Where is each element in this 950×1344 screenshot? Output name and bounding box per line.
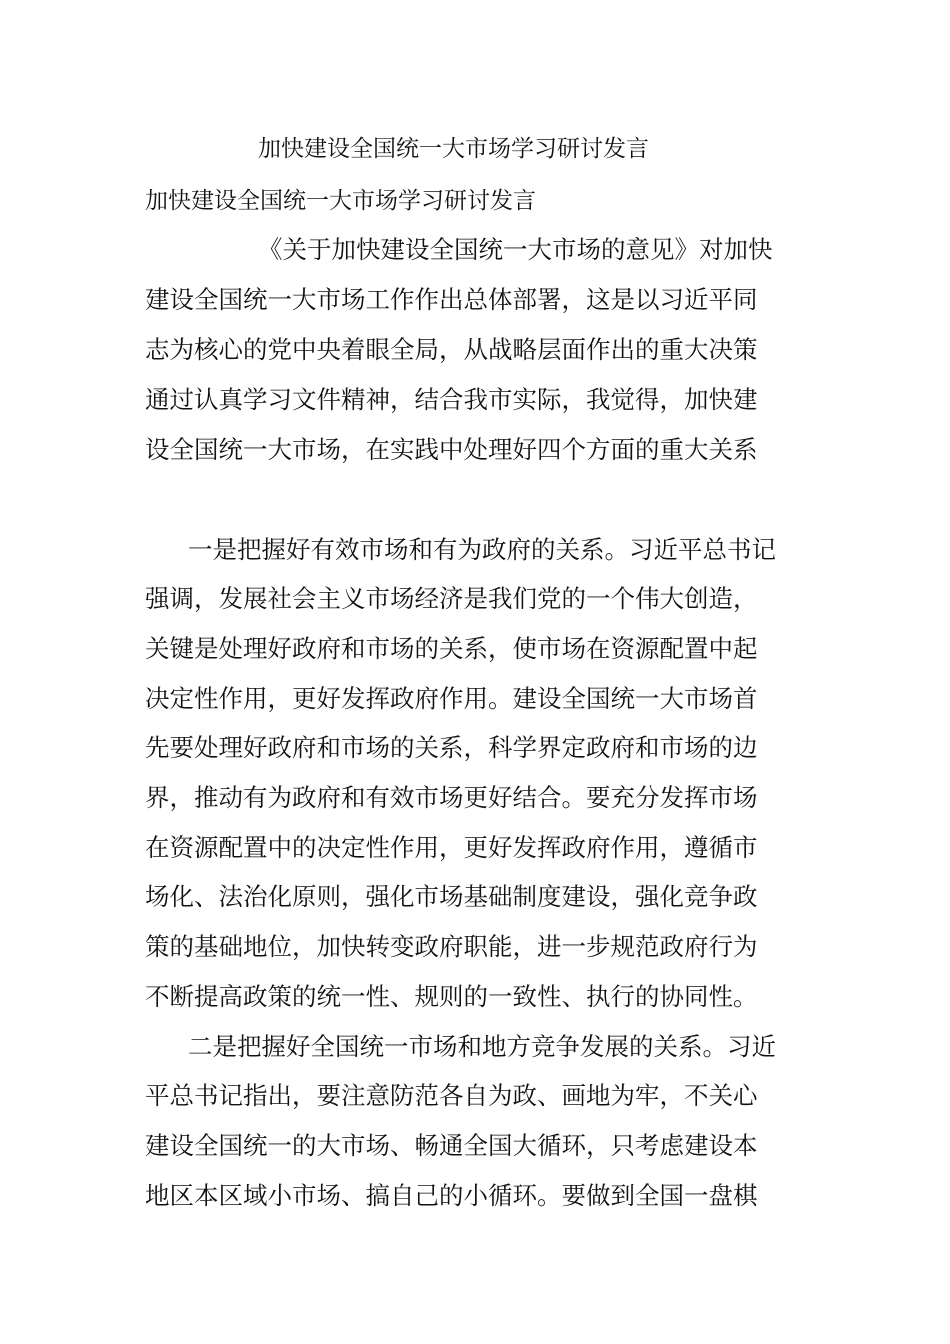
section1-line: 不断提高政策的统一性、规则的一致性、执行的协同性。: [145, 982, 758, 1011]
intro-line: 《关于加快建设全国统一大市场的意见》对加快: [258, 235, 773, 264]
document-title: 加快建设全国统一大市场学习研讨发言: [258, 136, 649, 162]
intro-line: 建设全国统一大市场工作作出总体部署，这是以习近平同: [145, 285, 758, 314]
document-subtitle: 加快建设全国统一大市场学习研讨发言: [145, 188, 536, 214]
section1-line: 强调，发展社会主义市场经济是我们党的一个伟大创造，: [145, 584, 758, 613]
section1-line: 策的基础地位，加快转变政府职能，进一步规范政府行为: [145, 932, 758, 961]
section2-line: 建设全国统一的大市场、畅通全国大循环，只考虑建设本: [145, 1131, 758, 1160]
section1-line: 一是把握好有效市场和有为政府的关系。习近平总书记: [188, 535, 776, 564]
section2-line: 二是把握好全国统一市场和地方竞争发展的关系。习近: [188, 1032, 776, 1061]
intro-line: 志为核心的党中央着眼全局，从战略层面作出的重大决策: [145, 335, 758, 364]
section1-line: 在资源配置中的决定性作用，更好发挥政府作用，遵循市: [145, 833, 758, 862]
section2-line: 平总书记指出，要注意防范各自为政、画地为牢，不关心: [145, 1081, 758, 1110]
intro-line: 设全国统一大市场，在实践中处理好四个方面的重大关系: [145, 435, 758, 464]
section1-line: 决定性作用，更好发挥政府作用。建设全国统一大市场首: [145, 684, 758, 713]
section1-line: 关键是处理好政府和市场的关系，使市场在资源配置中起: [145, 634, 758, 663]
section1-line: 先要处理好政府和市场的关系，科学界定政府和市场的边: [145, 733, 758, 762]
section1-line: 场化、法治化原则，强化市场基础制度建设，强化竞争政: [145, 882, 758, 911]
intro-line: 通过认真学习文件精神，结合我市实际，我觉得，加快建: [145, 385, 758, 414]
section1-line: 界，推动有为政府和有效市场更好结合。要充分发挥市场: [145, 783, 758, 812]
section2-line: 地区本区域小市场、搞自己的小循环。要做到全国一盘棋: [145, 1181, 758, 1210]
